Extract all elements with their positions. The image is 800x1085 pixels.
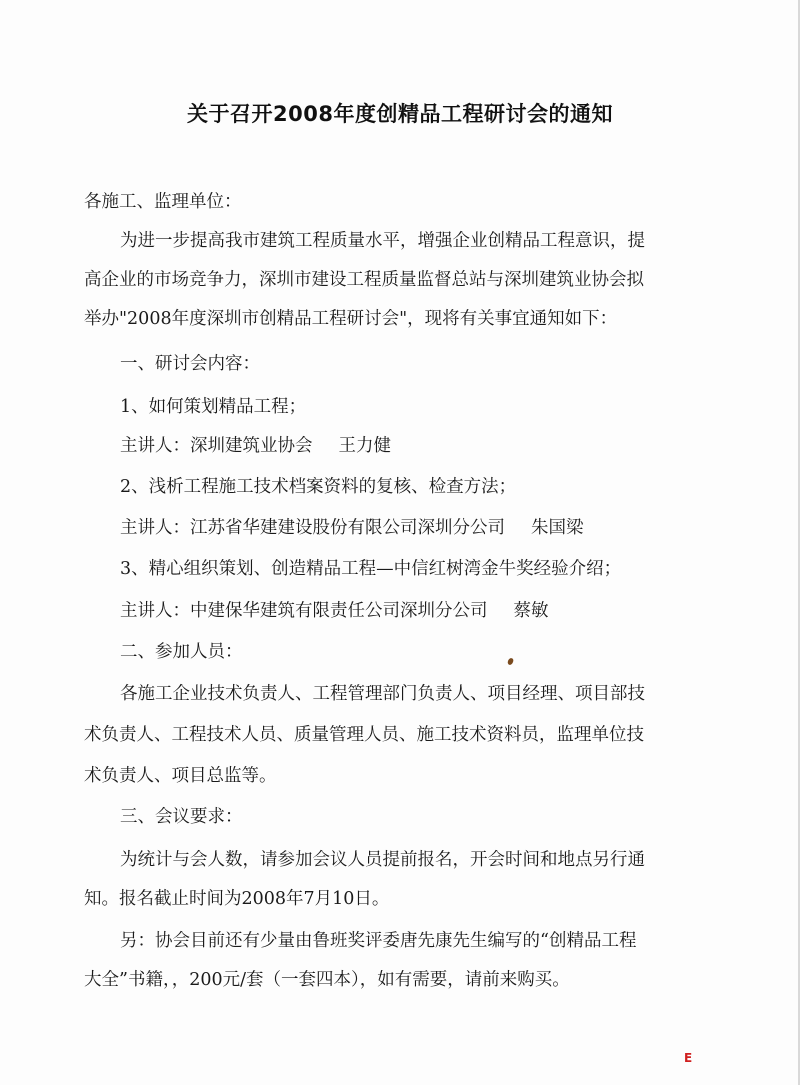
- note-line-2: 大全”书籍，，200元/套（一套四本），如有需要，请前来购买。: [84, 970, 570, 990]
- speaker-name: 王力健: [338, 436, 391, 456]
- section2-line-3: 术负责人、项目总监等。: [84, 766, 277, 786]
- speaker-label: 主讲人：江苏省华建建设股份有限公司深圳分公司: [120, 518, 505, 538]
- topic-3-item: 3、精心组织策划、创造精品工程—中信红树湾金牛奖经验介绍；: [120, 559, 622, 579]
- section1-heading: 一、研讨会内容：: [120, 354, 260, 374]
- speaker-name: 朱国梁: [531, 518, 584, 538]
- speaker-label: 主讲人：深圳建筑业协会: [120, 436, 313, 456]
- ink-spot: [507, 657, 514, 665]
- section2-line-2: 术负责人、工程技术人员、质量管理人员、施工技术资料员，监理单位技: [84, 725, 644, 745]
- topic-2-speaker: [120, 516, 584, 540]
- speaker-name: 蔡敏: [513, 601, 549, 621]
- intro-line-2: 高企业的市场竞争力，深圳市建设工程质量监督总站与深圳建筑业协会拟: [84, 270, 644, 290]
- section3-line-2: 知。报名截止时间为2008年7月10日。: [84, 889, 390, 909]
- corner-mark: E: [684, 1051, 693, 1065]
- salutation: 各施工、监理单位：: [84, 192, 242, 212]
- section3-heading: 三、会议要求：: [120, 807, 243, 827]
- topic-2-item: 2、浅析工程施工技术档案资料的复核、检查方法；: [120, 477, 517, 497]
- section3-line-1: 为统计与会人数，请参加会议人员提前报名，开会时间和地点另行通: [120, 850, 645, 870]
- intro-line-3: 举办"2008年度深圳市创精品工程研讨会"，现将有关事宜通知如下：: [84, 309, 618, 329]
- section2-heading: 二、参加人员：: [120, 642, 243, 662]
- note-line-1: 另：协会目前还有少量由鲁班奖评委唐先康先生编写的“创精品工程: [120, 931, 637, 951]
- intro-line-1: 为进一步提高我市建筑工程质量水平，增强企业创精品工程意识，提: [120, 231, 645, 251]
- section2-line-1: 各施工企业技术负责人、工程管理部门负责人、项目经理、项目部技: [120, 684, 645, 704]
- topic-1-item: 1、如何策划精品工程；: [120, 397, 307, 417]
- page-title: 关于召开2008年度创精品工程研讨会的通知: [187, 102, 613, 126]
- topic-3-speaker: [120, 599, 549, 623]
- speaker-label: 主讲人：中建保华建筑有限责任公司深圳分公司: [120, 601, 488, 621]
- topic-1-speaker: [120, 434, 391, 458]
